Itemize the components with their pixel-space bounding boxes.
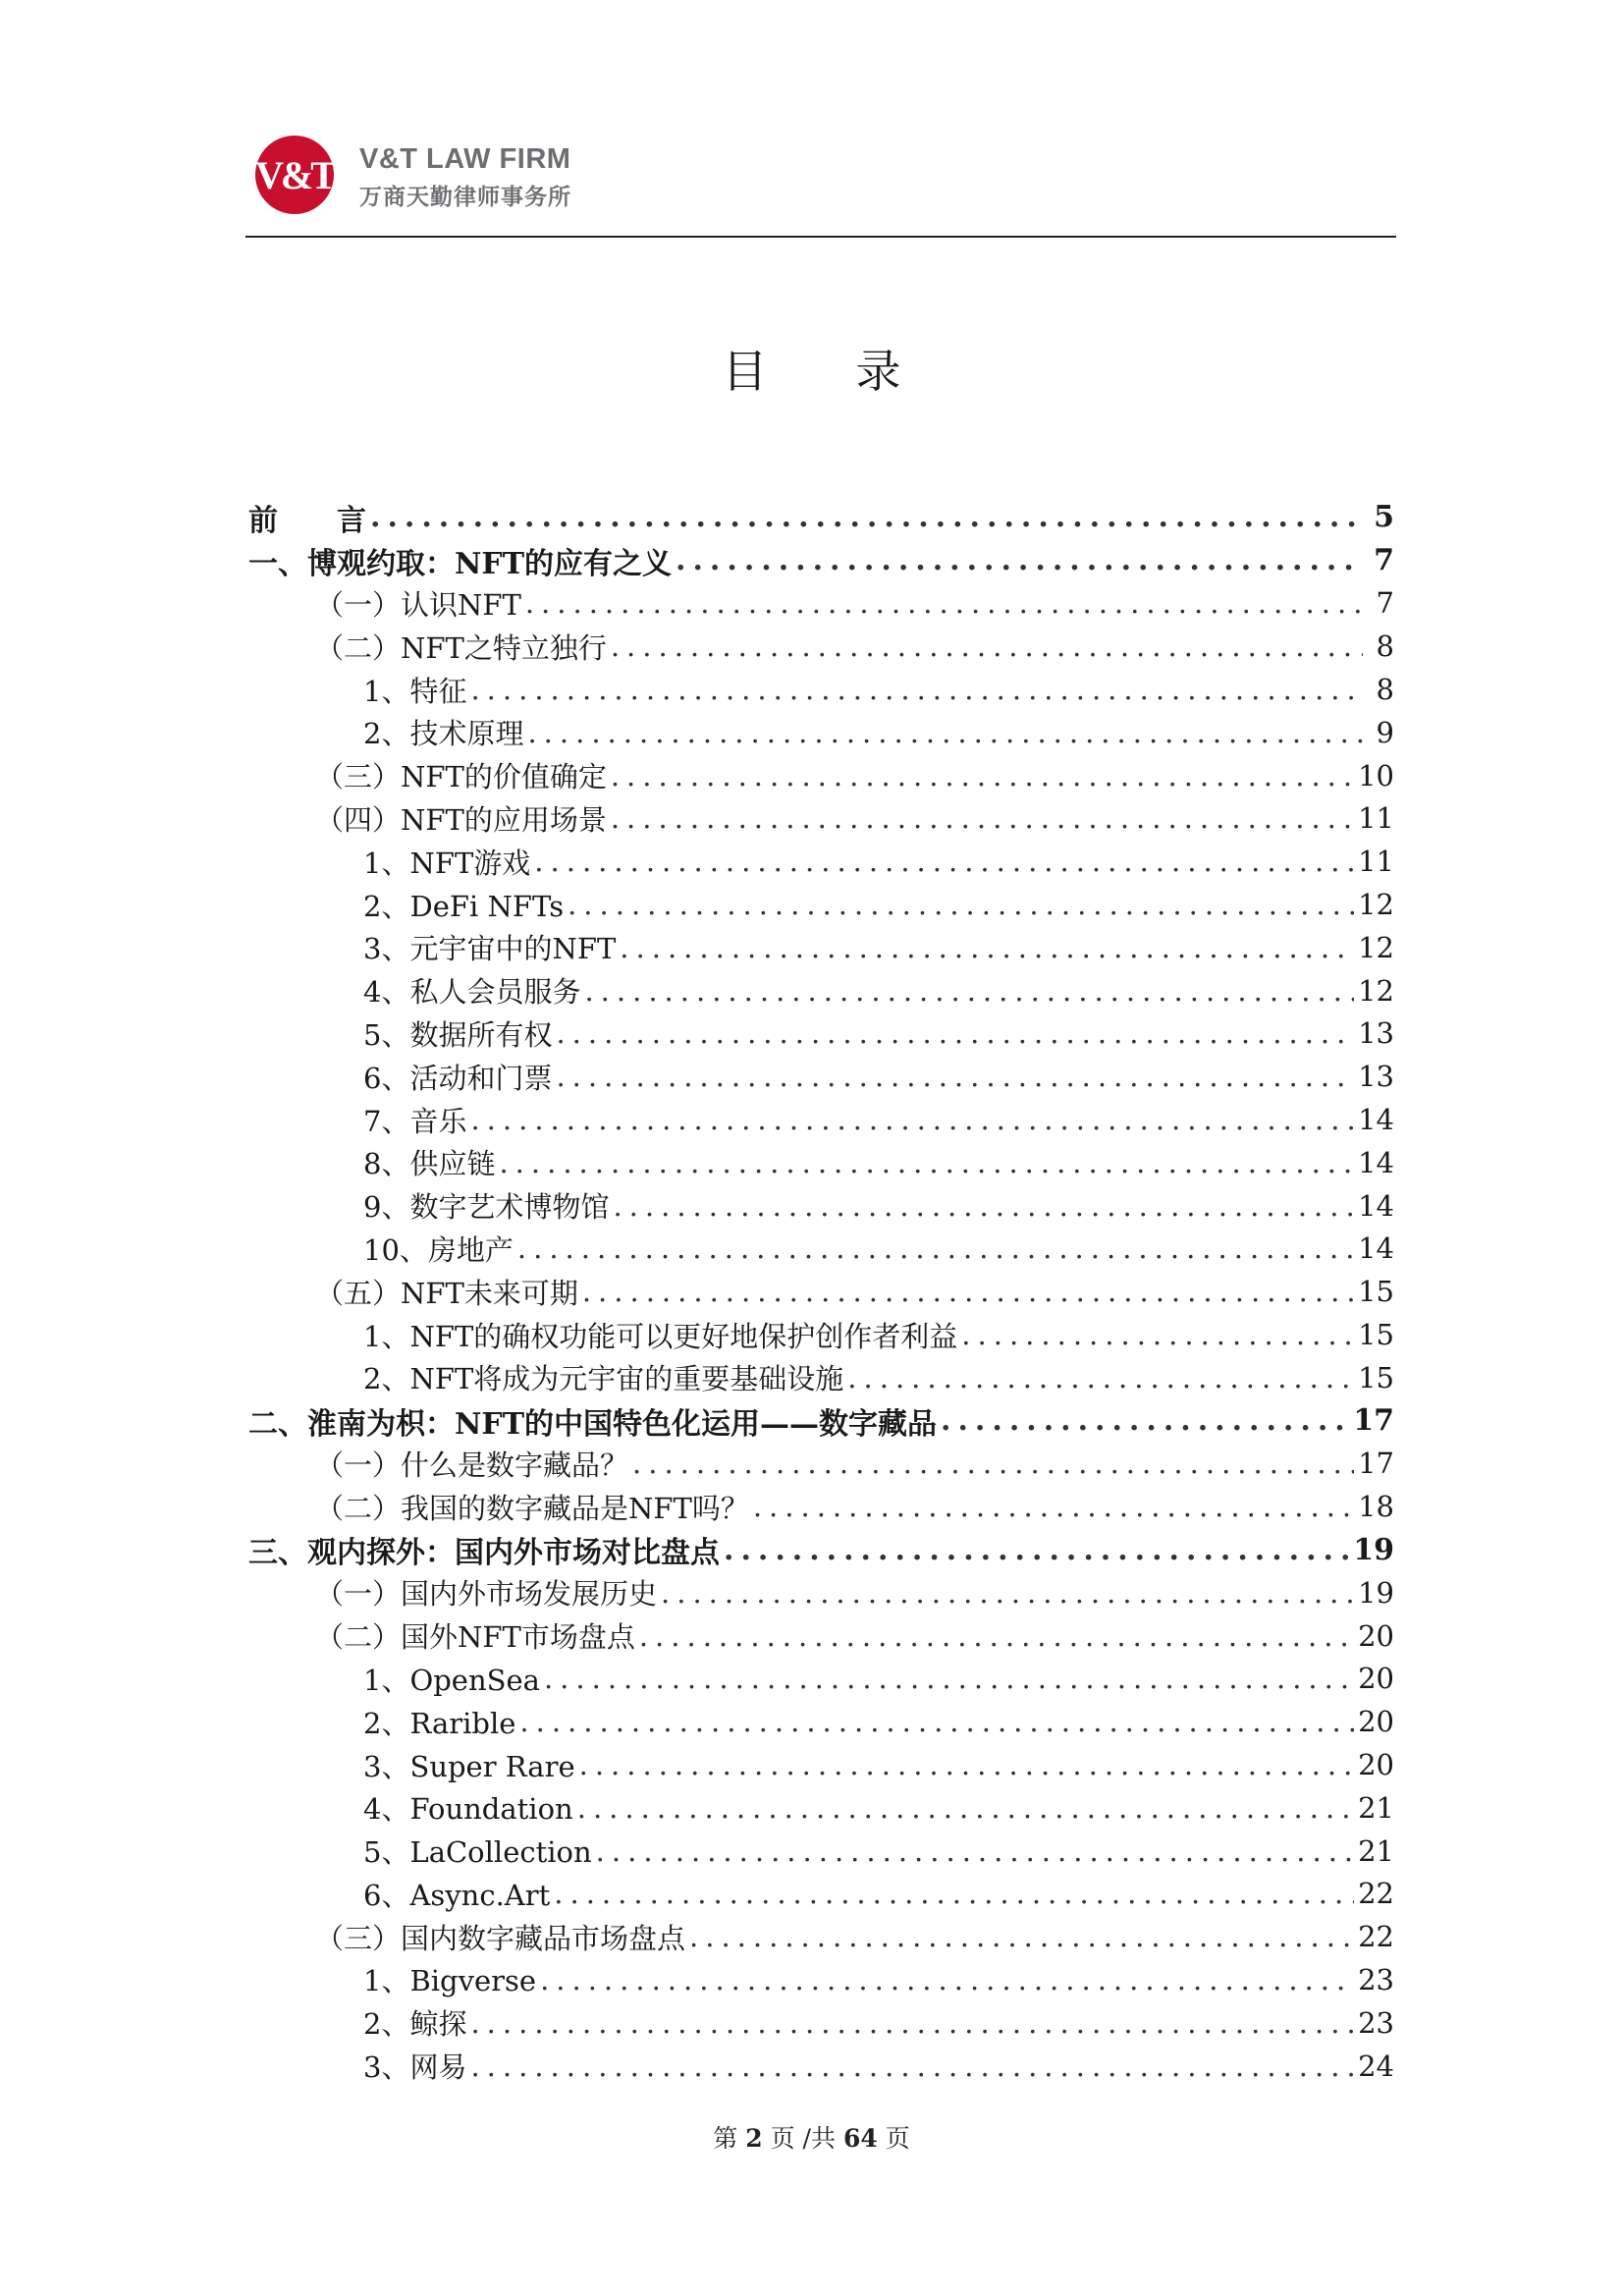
toc-leader-dots	[470, 2006, 1354, 2040]
toc-entry[interactable]	[248, 2001, 1394, 2045]
toc-entry-title: 6、活动和门票	[363, 1061, 553, 1095]
toc-leader-dots	[611, 629, 1363, 663]
toc-entry-title: 2、鲸探	[363, 2007, 467, 2042]
toc-entry-page: 10	[1358, 758, 1394, 793]
toc-entry-page: 14	[1358, 1188, 1394, 1223]
footer-prefix: 第	[713, 2124, 738, 2153]
toc-leader-dots	[525, 586, 1363, 620]
toc-entry[interactable]	[248, 1184, 1394, 1228]
toc-entry-page: 18	[1358, 1490, 1394, 1524]
toc-entry[interactable]	[248, 1958, 1394, 2001]
toc-leader-dots	[554, 1877, 1354, 1910]
toc-entry[interactable]	[248, 1658, 1394, 1701]
toc-entry-title: 1、OpenSea	[363, 1663, 540, 1697]
toc-entry[interactable]	[248, 1700, 1394, 1743]
toc-entry-title: 2、NFT将成为元宇宙的重要基础设施	[363, 1362, 844, 1396]
toc-entry-page: 14	[1358, 1103, 1394, 1137]
toc-entry[interactable]	[248, 582, 1394, 626]
toc-entry[interactable]	[248, 1012, 1394, 1056]
firm-name-cn: 万商天勤律师事务所	[359, 185, 571, 210]
toc-entry-page: 13	[1358, 1060, 1394, 1094]
toc-entry-page: 15	[1358, 1275, 1394, 1309]
toc-entry-page: 11	[1358, 845, 1394, 879]
toc-leader-dots	[847, 1361, 1354, 1394]
toc-entry-page: 22	[1358, 1877, 1394, 1911]
toc-entry-title: 1、Bigverse	[363, 1964, 537, 1998]
toc-entry[interactable]	[248, 1873, 1394, 1916]
toc-entry-title: （二）NFT之特立独行	[315, 630, 607, 665]
toc-entry-title: 3、Super Rare	[363, 1749, 575, 1783]
toc-entry-page: 22	[1358, 1920, 1394, 1954]
toc-entry-title: 4、私人会员服务	[363, 975, 581, 1010]
toc-entry[interactable]	[248, 1399, 1394, 1443]
toc-leader-dots	[556, 1016, 1354, 1050]
toc-entry-title: （一）什么是数字藏品？	[315, 1448, 629, 1482]
toc-leader-dots	[534, 845, 1354, 878]
toc-leader-dots	[753, 1490, 1354, 1523]
toc-entry-title: 2、Rarible	[363, 1706, 516, 1740]
toc-entry-page: 15	[1358, 1360, 1394, 1394]
toc-entry-page: 20	[1358, 1705, 1394, 1739]
toc-entry-title: （五）NFT未来可期	[315, 1276, 578, 1310]
toc-entry-page: 19	[1358, 1575, 1394, 1610]
toc-leader-dots	[519, 1705, 1354, 1738]
toc-entry-page: 14	[1358, 1145, 1394, 1179]
toc-entry-page: 23	[1358, 2005, 1394, 2040]
toc-entry-page: 15	[1358, 1318, 1394, 1352]
toc-leader-dots	[941, 1403, 1349, 1438]
header-rule	[245, 236, 1396, 238]
toc-entry-title: 8、供应链	[363, 1147, 496, 1181]
toc-entry-page: 17	[1353, 1403, 1394, 1439]
toc-entry-title: （一）认识NFT	[315, 587, 521, 622]
toc-entry-title: 2、DeFi NFTs	[363, 889, 565, 923]
toc-entry-page: 20	[1358, 1662, 1394, 1696]
footer-suffix: 页	[885, 2124, 910, 2153]
toc-entry-title: 9、数字艺术博物馆	[363, 1190, 610, 1225]
firm-name-en: V&T LAW FIRM	[359, 143, 571, 175]
toc-leader-dots	[568, 888, 1354, 921]
toc-entry-title: （一）国内外市场发展历史	[315, 1577, 658, 1612]
toc-leader-dots	[517, 1231, 1354, 1265]
toc-entry[interactable]	[248, 883, 1394, 926]
toc-entry[interactable]	[248, 1786, 1394, 1830]
toc-entry-title: 2、技术原理	[363, 717, 524, 751]
toc-entry-title: （三）国内数字藏品市场盘点	[315, 1921, 686, 1955]
toc-entry[interactable]	[248, 1443, 1394, 1486]
toc-entry-page: 24	[1358, 2049, 1394, 2083]
toc-entry-title: 前 言	[248, 503, 366, 538]
toc-leader-dots	[639, 1619, 1354, 1653]
toc-entry[interactable]	[248, 1743, 1394, 1786]
toc-entry-title: 1、特征	[363, 674, 467, 708]
toc-entry-page: 21	[1358, 1833, 1394, 1868]
toc-entry-title: 6、Async.Art	[363, 1878, 551, 1912]
toc-entry[interactable]	[248, 1228, 1394, 1271]
toc-entry-title: （四）NFT的应用场景	[315, 802, 607, 837]
toc-leader-dots	[661, 1576, 1354, 1610]
firm-logo: V&T	[255, 136, 334, 214]
toc-entry[interactable]	[248, 1313, 1394, 1356]
toc-entry-page: 19	[1353, 1532, 1394, 1567]
toc-entry-page: 20	[1358, 1618, 1394, 1653]
toc-entry-page: 12	[1358, 973, 1394, 1008]
toc-entry-page: 7	[1374, 543, 1394, 578]
table-of-contents	[248, 496, 1394, 2087]
toc-entry[interactable]	[248, 840, 1394, 883]
toc-entry-title: （三）NFT的价值确定	[315, 760, 607, 794]
toc-entry-page: 17	[1358, 1447, 1394, 1481]
toc-leader-dots	[540, 1963, 1354, 1996]
toc-leader-dots	[689, 1920, 1354, 1953]
toc-entry-title: 三、观内探外：国内外市场对比盘点	[248, 1536, 720, 1571]
toc-entry-page: 8	[1376, 629, 1394, 664]
toc-entry[interactable]	[248, 1571, 1394, 1614]
toc-leader-dots	[527, 716, 1363, 749]
toc-entry-page: 8	[1376, 673, 1394, 707]
toc-entry[interactable]	[248, 1055, 1394, 1098]
toc-entry-title: 1、NFT的确权功能可以更好地保护创作者利益	[363, 1319, 958, 1353]
toc-entry-title: 3、元宇宙中的NFT	[363, 932, 617, 966]
toc-entry-page: 14	[1358, 1231, 1394, 1266]
toc-leader-dots	[620, 931, 1354, 964]
toc-entry-title: 二、淮南为枳：NFT的中国特色化运用——数字藏品	[248, 1406, 938, 1442]
toc-entry[interactable]	[248, 625, 1394, 668]
toc-leader-dots	[470, 673, 1363, 706]
toc-entry[interactable]	[248, 1485, 1394, 1528]
toc-leader-dots	[470, 1103, 1354, 1136]
toc-leader-dots	[961, 1318, 1354, 1351]
toc-entry[interactable]	[248, 668, 1394, 711]
toc-leader-dots	[611, 759, 1354, 793]
toc-leader-dots	[544, 1662, 1354, 1695]
letterhead	[245, 128, 1394, 238]
toc-entry-title: 5、LaCollection	[363, 1835, 592, 1870]
toc-entry-title: 一、博观约取：NFT的应有之义	[248, 546, 673, 581]
toc-entry[interactable]	[248, 496, 1394, 539]
toc-entry-page: 11	[1358, 801, 1394, 836]
toc-entry-page: 9	[1376, 715, 1394, 749]
toc-leader-dots	[556, 1060, 1354, 1093]
toc-leader-dots	[470, 2050, 1354, 2083]
toc-entry[interactable]	[248, 711, 1394, 754]
toc-leader-dots	[577, 1791, 1354, 1825]
toc-entry-page: 5	[1374, 500, 1394, 535]
toc-entry-page: 20	[1358, 1748, 1394, 1781]
toc-leader-dots	[613, 1189, 1354, 1223]
toc-entry-title: 1、NFT游戏	[363, 846, 531, 880]
toc-leader-dots	[499, 1146, 1354, 1179]
toc-leader-dots	[611, 801, 1354, 835]
footer-middle: 页 /共	[770, 2124, 836, 2153]
toc-entry-title: 3、网易	[363, 2050, 467, 2085]
toc-entry[interactable]	[248, 1270, 1394, 1313]
footer-total-pages: 64	[842, 2124, 878, 2153]
toc-leader-dots	[579, 1748, 1354, 1781]
toc-entry-title: 4、Foundation	[363, 1792, 573, 1827]
toc-leader-dots	[724, 1533, 1349, 1567]
toc-entry[interactable]	[248, 1098, 1394, 1141]
toc-entry[interactable]	[248, 1614, 1394, 1658]
footer-current-page: 2	[745, 2124, 763, 2153]
toc-entry-page: 12	[1358, 888, 1394, 922]
toc-entry[interactable]	[248, 539, 1394, 582]
page-footer	[0, 2119, 1623, 2155]
toc-leader-dots	[582, 1275, 1354, 1308]
toc-entry-page: 7	[1376, 586, 1394, 621]
toc-leader-dots	[584, 974, 1354, 1008]
toc-entry[interactable]	[248, 1528, 1394, 1571]
toc-entry[interactable]	[248, 2045, 1394, 2088]
toc-entry[interactable]	[248, 1830, 1394, 1873]
toc-entry[interactable]	[248, 926, 1394, 969]
toc-entry-title: （二）国外NFT市场盘点	[315, 1620, 635, 1655]
toc-entry-title: 10、房地产	[363, 1232, 514, 1267]
toc-entry[interactable]	[248, 1356, 1394, 1399]
toc-entry-title: 7、音乐	[363, 1104, 467, 1138]
toc-entry-page: 21	[1358, 1790, 1394, 1825]
toc-leader-dots	[676, 543, 1363, 577]
toc-entry[interactable]	[248, 797, 1394, 841]
toc-entry-page: 13	[1358, 1016, 1394, 1051]
page-title: 目录	[722, 345, 990, 398]
toc-entry[interactable]	[248, 1141, 1394, 1184]
toc-leader-dots	[370, 500, 1363, 534]
toc-entry-page: 12	[1358, 930, 1394, 964]
toc-entry[interactable]	[248, 754, 1394, 797]
toc-leader-dots	[632, 1447, 1354, 1480]
toc-leader-dots	[596, 1834, 1354, 1868]
toc-entry-title: （二）我国的数字藏品是NFT吗？	[315, 1491, 749, 1525]
toc-entry[interactable]	[248, 969, 1394, 1012]
toc-entry-title: 5、数据所有权	[363, 1017, 553, 1052]
toc-entry[interactable]	[248, 1915, 1394, 1958]
toc-entry-page: 23	[1358, 1962, 1394, 1996]
